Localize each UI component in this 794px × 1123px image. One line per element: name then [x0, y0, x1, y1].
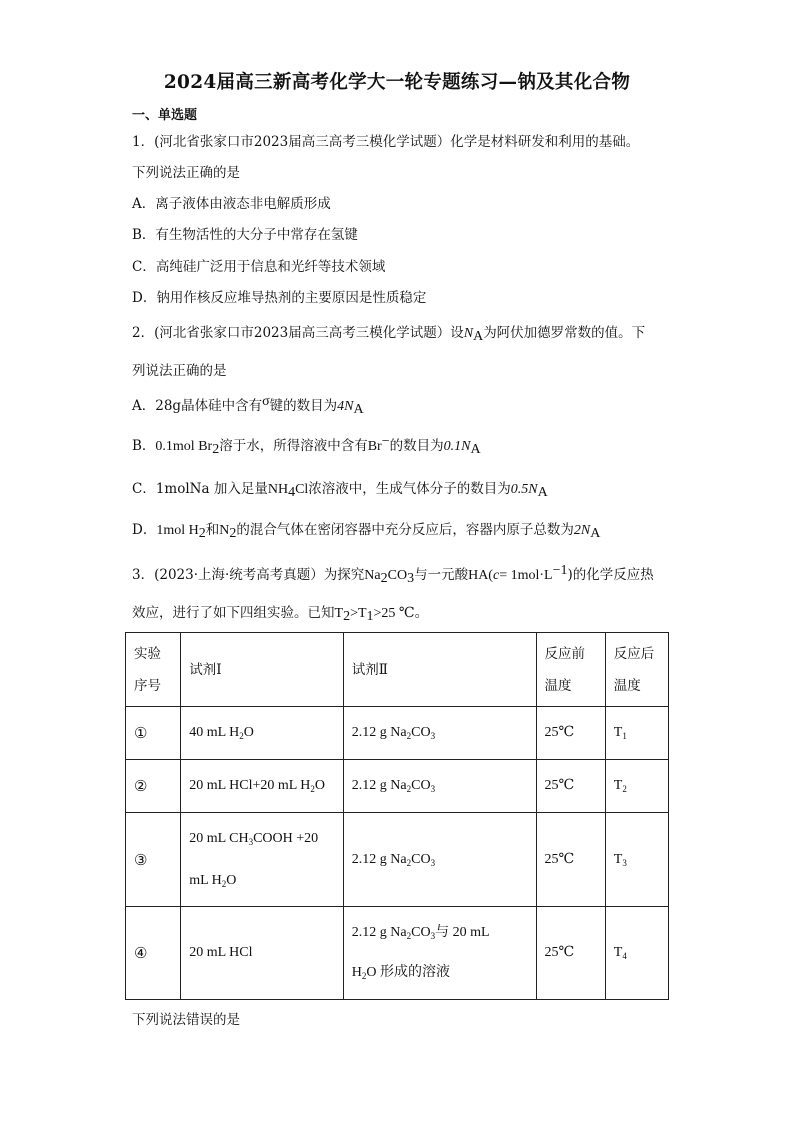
- avogadro-symbol: N: [463, 326, 474, 341]
- reagent-1-cell: 20 mL $CH_3COOH +20$ mL $H_2O$: [181, 813, 344, 907]
- header-reagent-1: 试剂Ⅰ: [181, 633, 344, 707]
- reagent-1-cell: 20 mL HCl+20 mL $H_2O$: [181, 760, 344, 813]
- bromide-ion: Br: [367, 439, 382, 454]
- reagent-2-cell: 2.12 g $Na_2CO_3$: [343, 760, 536, 813]
- table-row: [126, 760, 669, 813]
- sigma-symbol: σ: [262, 394, 270, 409]
- table-row: [126, 707, 669, 760]
- table-header-row: [126, 633, 669, 707]
- temperature-condition: >25 ℃。: [373, 606, 429, 621]
- q2-b-value: 0.1N: [443, 439, 471, 454]
- reagent-1-cell: 20 mL HCl: [181, 907, 344, 1000]
- q2-d-and: 和: [205, 522, 220, 538]
- experiment-table: [125, 632, 669, 1000]
- q2-a-mid: 键的数目为: [269, 398, 338, 414]
- q1-option-a: A．离子液体由液态非电解质形成: [132, 196, 331, 212]
- q2-d-mid: 的混合气体在密闭容器中充分反应后，容器内原子总数为: [236, 522, 574, 538]
- ammonium-formula: NH: [267, 482, 289, 497]
- sodium-carbonate-formula: Na: [364, 568, 381, 583]
- q2-d-value: 2N: [573, 523, 591, 538]
- q2-stem-text-end: 为阿伏加德罗常数的值。下: [483, 325, 646, 341]
- chloride-part: Cl: [295, 482, 309, 497]
- q3-stem-end: )的化学反应热: [567, 567, 654, 583]
- q2-d-label: D．: [132, 522, 157, 538]
- temp-before-cell: 25℃: [536, 707, 605, 760]
- temp-after-cell: $T_2$: [605, 760, 668, 813]
- row-number: ④: [126, 907, 181, 1000]
- header-temp-before: 反应前 温度: [536, 633, 605, 707]
- reagent-2-cell: 2.12 g $Na_2CO_3$: [343, 707, 536, 760]
- q2-option-b: B．0.1mol $Br_2$溶于水，所得溶液中含有Br−的数目为$0.1N_A$: [132, 434, 481, 457]
- hydrogen-formula: 1mol H: [156, 523, 199, 538]
- q2-b-post: 的数目为: [389, 438, 444, 454]
- reagent-2-cell: 2.12 g $Na_2CO_3$: [343, 813, 536, 907]
- nitrogen-formula: N: [219, 523, 230, 538]
- header-temp-after: 反应后 温度: [605, 633, 668, 707]
- q2-a-value: 4N: [337, 399, 354, 414]
- q2-b-mid: 溶于水，所得溶液中含有: [219, 438, 368, 454]
- q2-b-label: B．: [132, 438, 156, 454]
- q2-c-value: 0.5N: [510, 482, 538, 497]
- q2-c-mid: 浓溶液中，生成气体分子的数目为: [308, 481, 511, 497]
- q3-stem-line1: 3．(2023·上海·统考高考真题）为探究$Na_2CO_3$与一元酸$HA(c= 1mol\cdot L^{-1})$的化学反应热: [132, 563, 654, 586]
- header-experiment-no: 实验 序号: [126, 633, 181, 707]
- concentration-symbol: c: [492, 568, 500, 583]
- q1-option-d: D．钠用作核反应堆导热剂的主要原因是性质稳定: [132, 290, 427, 306]
- q3-stem-line2-text: 效应，进行了如下四组实验。已知: [132, 605, 335, 621]
- q3-stem-mid: 与一元酸: [414, 567, 469, 583]
- reagent-1-cell: 40 mL $H_2O$: [181, 707, 344, 760]
- q2-option-a: A．28g晶体硅中含有$^\sigma$键的数目为$4N_A$: [132, 394, 364, 417]
- q1-stem-line2: 下列说法正确的是: [132, 165, 240, 181]
- q2-option-d: D．1mol $H_2$和$N_2$的混合气体在密闭容器中充分反应后，容器内原子总数为$2N_A$: [132, 522, 601, 541]
- temp-before-cell: 25℃: [536, 813, 605, 907]
- q2-stem-line1: [132, 321, 645, 342]
- row-number: ①: [126, 707, 181, 760]
- temp-before-cell: 25℃: [536, 907, 605, 1000]
- section-heading: 一、单选题: [132, 108, 198, 123]
- q1-option-b: B．有生物活性的大分子中常存在氢键: [132, 227, 358, 243]
- page-title: 2024届高三新高考化学大一轮专题练习—钠及其化合物: [163, 72, 631, 93]
- q3-stem-text: 3．(2023·上海·统考高考真题）为探究: [132, 567, 365, 583]
- row-number: ②: [126, 760, 181, 813]
- temp-after-cell: $T_1$: [605, 707, 668, 760]
- concentration-value: = 1mol·L: [499, 568, 553, 583]
- temp-after-cell: $T_4$: [605, 907, 668, 1000]
- row-number: ③: [126, 813, 181, 907]
- q1-option-c: C．高纯硅广泛用于信息和光纤等技术领域: [132, 259, 386, 275]
- avogadro-subscript: A: [473, 329, 484, 344]
- temp-before-cell: 25℃: [536, 760, 605, 813]
- q2-a-text: A．28g晶体硅中含有: [132, 398, 263, 414]
- temp-after-cell: $T_3$: [605, 813, 668, 907]
- q3-after-table-prompt: 下列说法错误的是: [132, 1012, 240, 1028]
- header-reagent-2: 试剂Ⅱ: [343, 633, 536, 707]
- q2-stem-text: 2．(河北省张家口市2023届高三高考三模化学试题）设: [132, 325, 464, 341]
- q2-b-formula: 0.1mol Br: [155, 439, 213, 454]
- table-row: [126, 813, 669, 907]
- q2-c-text: C．1molNa 加入足量: [132, 481, 268, 497]
- q3-stem-line2: 效应，进行了如下四组实验。已知$T_2>T_1>25$ ℃。: [132, 605, 429, 624]
- q1-stem-line1: 1．(河北省张家口市2023届高三高考三模化学试题）化学是材料研发和利用的基础。: [132, 134, 640, 150]
- q2-option-c: C．1molNa 加入足量$NH_4Cl$浓溶液中，生成气体分子的数目为$0.5N_A$: [132, 481, 548, 500]
- table-row: [126, 907, 669, 1000]
- acid-formula: HA(: [468, 568, 493, 583]
- q2-stem-line2: 列说法正确的是: [132, 363, 227, 379]
- reagent-2-cell: 2.12 g $Na_2CO_3$与 20 mL $H_2O$ 形成的溶液: [343, 907, 536, 1000]
- temperature-compare: >T: [350, 606, 367, 621]
- temperature-symbol: T: [334, 606, 344, 621]
